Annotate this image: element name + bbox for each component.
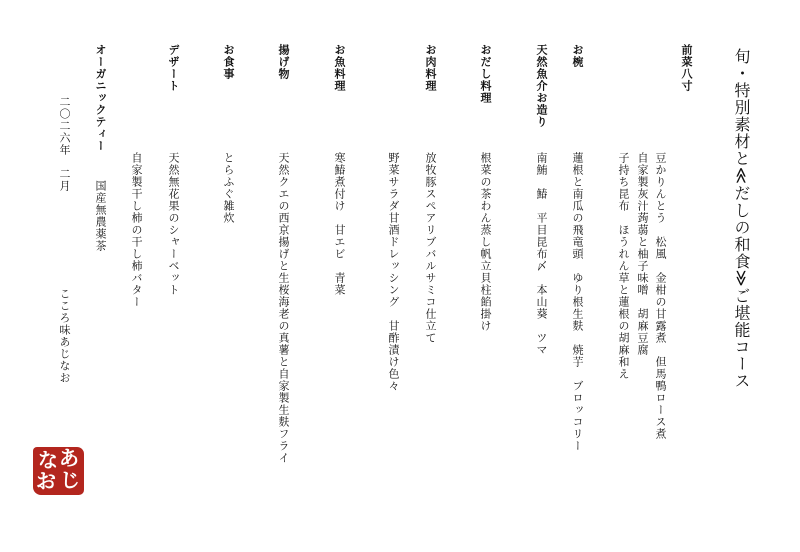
course-heading-tea: オーガニックティー [94, 44, 107, 152]
course-line: 放牧豚スペアリブバルサミコ仕立て [424, 152, 437, 344]
course-line: 豆かりんとう 松風 金柑の甘露煮 但馬鴨ロース煮 [654, 152, 667, 440]
course-line: 野菜サラダ甘酒ドレッシング 甘酢漬け色々 [387, 152, 400, 392]
course-heading-dashi: おだし料理 [479, 44, 492, 104]
course-heading-soup: お椀 [571, 44, 584, 68]
course-line: とらふぐ雑炊 [222, 152, 235, 224]
course-heading-appetizer: 前菜八寸 [680, 44, 693, 92]
seal-stamp-logo: お な あ じ [33, 447, 84, 495]
course-heading-fish: お魚料理 [333, 44, 346, 92]
course-heading-dessert: デザート [167, 44, 180, 92]
course-line: 自家製干し柿の干し柿バター [130, 152, 143, 308]
course-line: 天然クエの西京揚げと生桜海老の真薯と自家製生麩フライ [277, 152, 290, 464]
course-line: 国産無農薬茶 [94, 180, 107, 252]
course-heading-meat: お肉料理 [424, 44, 437, 92]
menu-title: 旬・特別素材と≪だしの和食≫ご堪能コース [732, 48, 751, 390]
course-heading-meal: お食事 [222, 44, 235, 80]
course-line: 蓮根と南瓜の飛竜頭 ゆり根生麩 焼芋 ブロッコリー [571, 152, 584, 452]
course-line: 自家製灰汁蒟蒻と柚子味噌 胡麻豆腐 [636, 152, 649, 356]
signature: こころ味あじなお [58, 288, 71, 384]
course-line: 子持ち昆布 ほうれん草と蓮根の胡麻和え [617, 152, 630, 380]
course-line: 南鮪 鰆 平目昆布〆 本山葵 ツマ [535, 152, 548, 356]
course-line: 寒鰆煮付け 甘エビ 青菜 [333, 152, 346, 296]
menu-date: 二〇二六年 二月 [58, 96, 71, 192]
course-heading-sashimi: 天然魚介お造り [535, 44, 548, 128]
course-line: 根菜の茶わん蒸し帆立貝柱餡掛け [479, 152, 492, 332]
course-heading-fried: 揚げ物 [277, 44, 290, 80]
course-line: 天然無花果のシャーベット [167, 152, 180, 296]
